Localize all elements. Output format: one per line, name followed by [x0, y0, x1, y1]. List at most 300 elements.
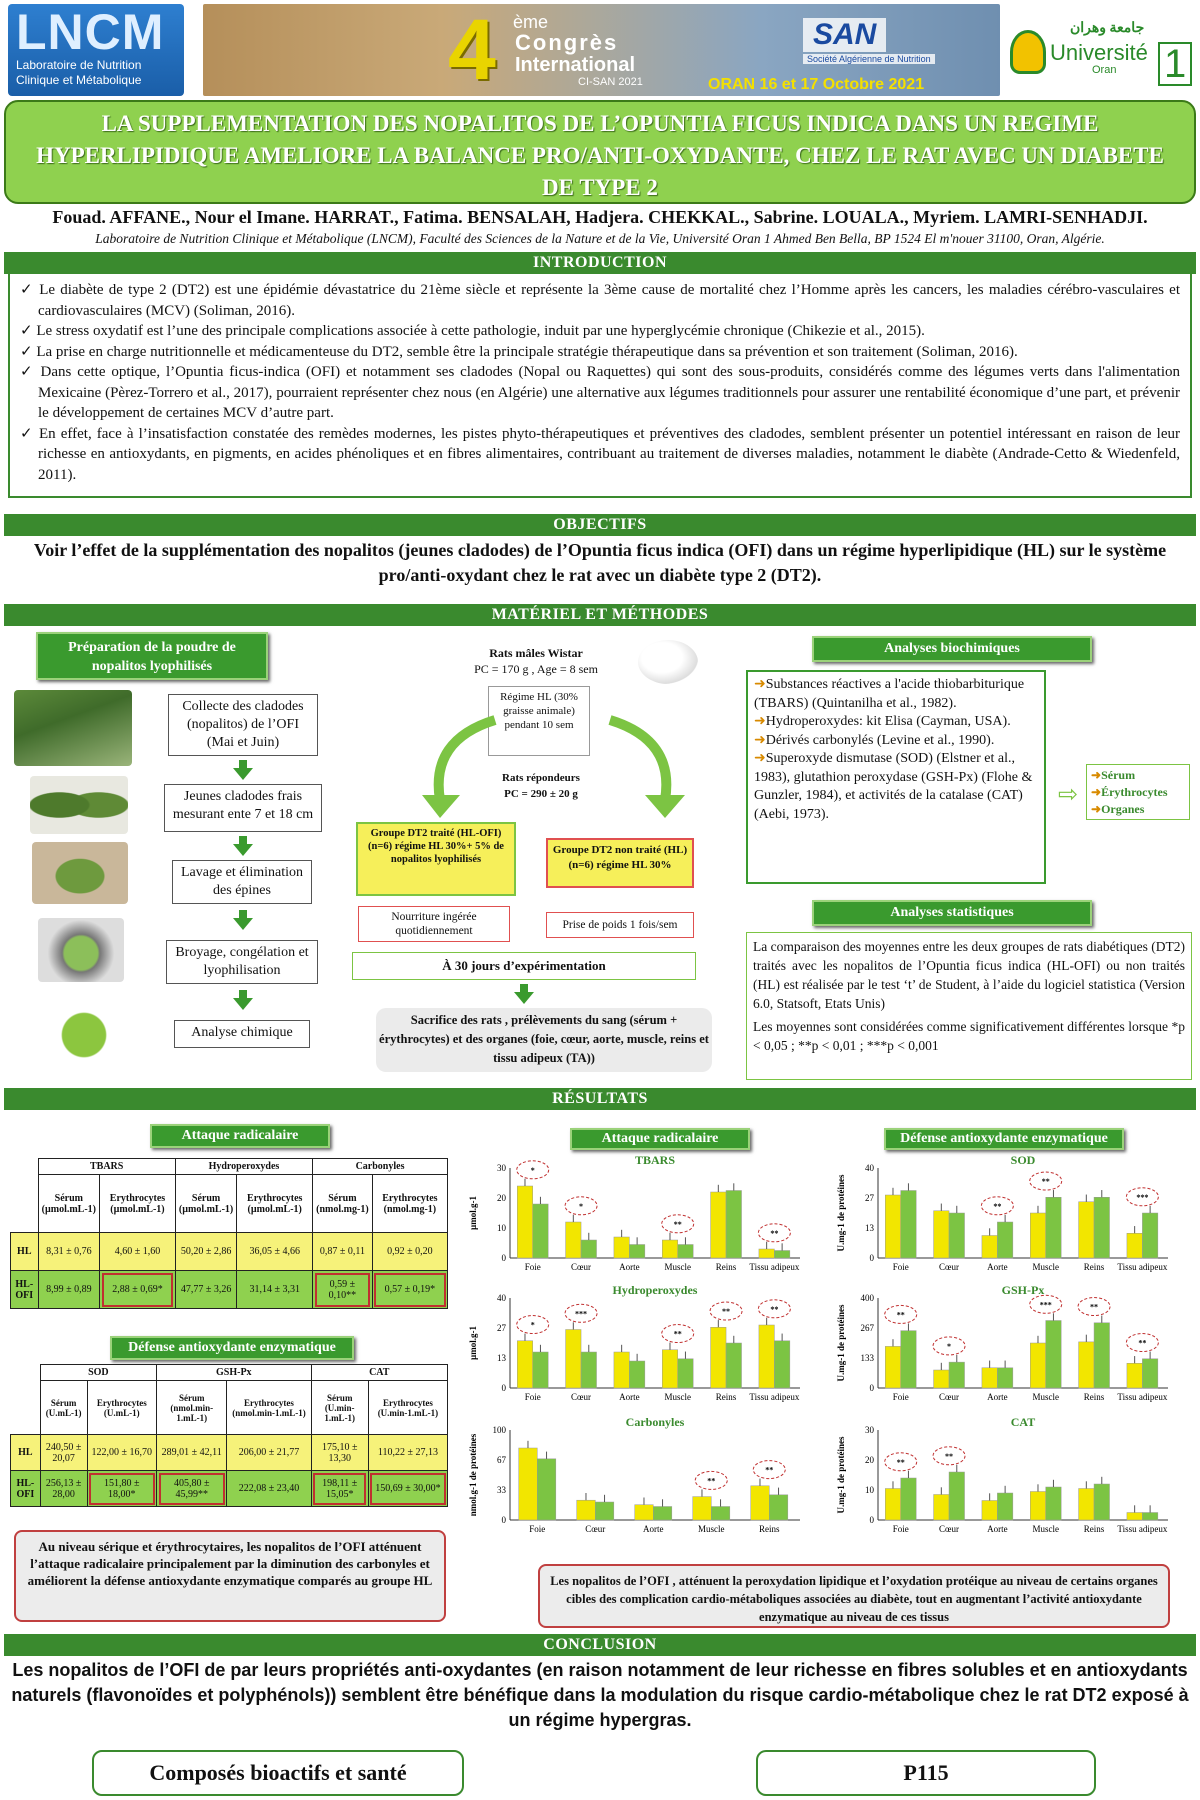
food-box: [358, 906, 510, 942]
chart-tick-label: 13: [865, 1223, 874, 1233]
cladodes-photo: [30, 776, 128, 834]
chart-bar: [901, 1191, 916, 1259]
chart-bar: [997, 1368, 1012, 1388]
chart-bar: [662, 1240, 677, 1258]
chart-tick-label: 0: [869, 1383, 874, 1393]
days-label: À 30 jours d’expérimentation: [442, 958, 606, 973]
group-untreated: [546, 838, 694, 888]
chart-bar: [1127, 1233, 1142, 1258]
chart-category-label: Cœur: [571, 1392, 592, 1402]
congress-number: 4: [448, 4, 496, 96]
table-group-header: Hydroperoxydes: [175, 1159, 312, 1175]
chart-bar: [1079, 1489, 1094, 1521]
table-cell: 198,11 ± 15,05*: [311, 1471, 368, 1507]
section-objectifs: OBJECTIFS: [4, 514, 1196, 536]
stat-text: La comparaison des moyennes entre les deux groupes de rats diabétiques (DT2) traités avec les nopalitos de l’Opuntia ficus indica (HL-OFI) ou non traités (HL) est réalisée par le test ‘t’ de Student, à l’aide du logiciel statistica (Version 6.0, Statsoft, Etats Unis): [753, 939, 1185, 1011]
significance-label: *: [579, 1201, 584, 1211]
chart-bar: [629, 1245, 644, 1259]
chart-bar: [726, 1343, 741, 1388]
chart-category-label: Muscle: [664, 1262, 691, 1272]
chart-bar: [885, 1346, 900, 1388]
chart-category-label: Aorte: [619, 1262, 640, 1272]
chart-bar: [751, 1486, 770, 1520]
table-group-header: Carbonyles: [313, 1159, 448, 1175]
chart-tick-label: 400: [860, 1293, 874, 1303]
chart-bar: [581, 1352, 596, 1388]
table-cell: 8,99 ± 0,89: [38, 1271, 100, 1309]
table-cell: [11, 1381, 41, 1435]
down-arrow-icon: [514, 992, 534, 1004]
right-summary: Les nopalitos de l’OFI , atténuent la peroxydation lipidique et l’oxydation protéique au niveau de certains organes cibles des complication cardio-métaboliques associées au diabète, tout en augmentant l’activité antioxydante enzymatique au niveau de ces tissus: [538, 1564, 1170, 1628]
arrow-icon: ➜: [1091, 802, 1102, 816]
chart-category-label: Cœur: [939, 1392, 960, 1402]
bio-item: [754, 676, 1038, 713]
chart-bar: [1127, 1513, 1142, 1521]
arrow-stem: [239, 910, 247, 918]
chart-bar: [533, 1204, 548, 1258]
weight-label: Prise de poids 1 fois/sem: [562, 919, 678, 931]
powder-photo: [46, 1006, 122, 1064]
congress-cisan: CI-SAN 2021: [578, 76, 643, 88]
chart-category-label: Reins: [1083, 1524, 1105, 1534]
sacrifice-label: Sacrifice des rats , prélèvements du sang (sérum + érythrocytes) et des organes (foie, cœur, aorte, muscle, reins et tissu adipeux (TA)): [379, 1013, 709, 1065]
right-arrow-icon: ⇨: [1058, 782, 1079, 808]
weight-box: [546, 912, 694, 938]
table-group-header: GSH-Px: [157, 1365, 311, 1381]
table-cell: 50,20 ± 2,86: [175, 1233, 237, 1271]
chart-category-label: Aorte: [987, 1392, 1008, 1402]
table-cell: 8,31 ± 0,76: [38, 1233, 100, 1271]
table-cell: 222,08 ± 23,40: [227, 1471, 311, 1507]
arrow-icon: ➜: [1091, 785, 1102, 799]
affiliation: Laboratoire de Nutrition Clinique et Métabolique (LNCM), Faculté des Sciences de la Nature et de la Vie, Université Oran 1 Ahmed Ben Bella, BP 1524 El m'nouer 31100, Oran, Algérie.: [95, 231, 1105, 246]
table-sub-header: Erythrocytes (µmol.mL-1): [237, 1175, 313, 1233]
table-row: [11, 1435, 448, 1471]
significance-label: **: [1090, 1302, 1099, 1312]
footer-theme: Composés bioactifs et santé: [92, 1750, 464, 1796]
table-cell: 256,13 ± 28,00: [40, 1471, 87, 1507]
arrow-stem: [239, 760, 247, 768]
chart-tick-label: 13: [497, 1353, 506, 1363]
congress-intl: International: [515, 54, 636, 76]
chart-category-label: Tissu adipeux: [749, 1262, 800, 1272]
section-conclusion: CONCLUSION: [4, 1634, 1196, 1656]
step-lavage: [172, 860, 312, 904]
chart-tick-label: 30: [865, 1425, 874, 1435]
significance-label: **: [1138, 1338, 1147, 1348]
results-charts: [460, 1150, 1196, 1570]
chart-bar: [533, 1352, 548, 1388]
intro-item: ✓ En effet, face à l’insatisfaction constatée des remèdes modernes, les pistes phyto-thérapeutiques et préventives des cladodes, semblent présenter un potentiel intéressant en raison de leur richesse en antioxydants, en pigments, en acides phénoliques et en fibres alimentaires, contribuant au traitement de diverses maladies, notamment le diabète (Andrade-Cetto & Wiedenfeld, 2011).: [20, 425, 1180, 483]
congress-banner: [203, 4, 1000, 96]
university-name: Université: [1050, 40, 1148, 65]
chart-category-label: Muscle: [1032, 1392, 1059, 1402]
table-row: [11, 1175, 448, 1233]
table-defense: [10, 1364, 448, 1507]
chart-bar: [982, 1501, 997, 1521]
chart-bar: [566, 1330, 581, 1389]
university-emblem-icon: [1010, 30, 1046, 74]
chart-bar: [774, 1251, 789, 1259]
table-row: [11, 1233, 448, 1271]
chart-bar: [997, 1493, 1012, 1520]
chart-category-label: Foie: [892, 1524, 909, 1534]
charts-defense-title: Défense antioxydante enzymatique: [884, 1128, 1124, 1150]
chart-bar: [885, 1489, 900, 1521]
chart-y-label: U.mg-1 de protéines: [836, 1304, 846, 1382]
table-sub-header: Erythrocytes (µmol.mL-1): [100, 1175, 176, 1233]
table-sub-header: Sérum (µmol.mL-1): [175, 1175, 237, 1233]
stat-text-2: Les moyennes sont considérées comme significativement différentes lorsque *p < 0,05 ; **p < 0,01 ; ***p < 0,001: [753, 1019, 1185, 1053]
chart-bar: [629, 1361, 644, 1388]
regime-label: Régime HL (30% graisse animale) pendant 10 sem: [500, 691, 578, 731]
chart-tick-label: 40: [497, 1293, 506, 1303]
stat-box: [746, 932, 1192, 1080]
table-sub-header: Sérum (µmol.mL-1): [38, 1175, 100, 1233]
significance-label: **: [993, 1201, 1002, 1211]
step-collecte: [168, 694, 318, 756]
significance-label: **: [707, 1476, 716, 1486]
samples-box: [1086, 764, 1190, 820]
table-group-header: CAT: [311, 1365, 447, 1381]
chart-bar: [1030, 1492, 1045, 1521]
chart-tick-label: 20: [865, 1455, 874, 1465]
chart-y-label: nmol.g-1 de protéines: [468, 1433, 478, 1517]
washed-cladode-photo: [32, 842, 128, 904]
table-cell: 405,80 ± 45,99**: [157, 1471, 227, 1507]
chart-category-label: Reins: [759, 1524, 780, 1534]
congress-word: Congrès: [515, 30, 619, 55]
section-introduction: INTRODUCTION: [4, 252, 1196, 274]
repondeurs-title: Rats répondeurs: [502, 772, 580, 784]
group-treated: [356, 822, 516, 896]
table-cell: 175,10 ± 13,30: [311, 1435, 368, 1471]
chart-bar: [517, 1186, 532, 1258]
table-cell: 151,80 ± 18,00*: [87, 1471, 157, 1507]
chart-bar: [901, 1478, 916, 1520]
sample-item: [1091, 767, 1185, 784]
chart-bar: [519, 1448, 538, 1520]
down-arrow-icon: [233, 844, 253, 856]
step-lavage-label: Lavage et élimination des épines: [180, 865, 304, 898]
chart-bar: [653, 1507, 672, 1521]
chart-bar: [934, 1211, 949, 1258]
table-cell: [11, 1159, 39, 1175]
table-sub-header: Sérum (nmol.min-1.mL-1): [157, 1381, 227, 1435]
intro-item: ✓ Dans cette optique, l’Opuntia ficus-indica (OFI) et notamment ses cladodes (Nopal ou Raquettes) qui sont des sous-produits, considérés comme des légumes verts dans l'alimentation Mexicaine (Pèrez-Torrero et al., 2017), pourraient représenter chez nous (en Algérie) une alternative aux légumes traditionnels pour assurer une rentabilité économique d’une part, et prévenir le développement de certaines MCV d’autre part.: [20, 364, 1180, 421]
table-row-label: HL: [11, 1435, 41, 1471]
chart-bar: [759, 1325, 774, 1388]
table-cell: [11, 1365, 41, 1381]
chart-category-label: Reins: [1083, 1392, 1105, 1402]
chart-category-label: Tissu adipeux: [749, 1392, 800, 1402]
chart-category-label: Reins: [715, 1392, 737, 1402]
table-sub-header: Erythrocytes (nmol.mg-1): [372, 1175, 447, 1233]
chart-bar: [1127, 1363, 1142, 1388]
chart-bar: [581, 1240, 596, 1258]
chart-bar: [1094, 1197, 1109, 1258]
chart-bar: [517, 1341, 532, 1388]
chart-bar: [595, 1502, 614, 1520]
table-sub-header: Sérum (U.mL-1): [40, 1381, 87, 1435]
chart-category-label: Aorte: [619, 1392, 640, 1402]
chart-title: TBARS: [634, 1153, 676, 1167]
significance-label: **: [945, 1451, 954, 1461]
chart-category-label: Aorte: [643, 1524, 664, 1534]
curved-arrow-left-head: [422, 795, 460, 818]
chart-bar: [934, 1495, 949, 1521]
arrow-icon: ➜: [754, 677, 766, 692]
sample-item: [1091, 784, 1185, 801]
poster-title: LA SUPPLEMENTATION DES NOPALITOS DE L’OPUNTIA FICUS INDICA DANS UN REGIME HYPERLIPIDIQUE AMELIORE LA BALANCE PRO/ANTI-OXYDANTE, CHEZ LE RAT AVEC UN DIABETE DE TYPE 2: [4, 100, 1196, 204]
table-row: [11, 1381, 448, 1435]
bio-item: [754, 732, 1038, 751]
chart-category-label: Foie: [524, 1392, 541, 1402]
arrow-stem: [520, 984, 528, 992]
table-cell: 240,50 ± 20,07: [40, 1435, 87, 1471]
flow-arrows: [400, 700, 720, 820]
table-cell: 289,01 ± 42,11: [157, 1435, 227, 1471]
chart-bar: [678, 1245, 693, 1259]
rats-info: PC = 170 g , Age = 8 sem: [474, 662, 598, 676]
chart-category-label: Aorte: [987, 1262, 1008, 1272]
down-arrow-icon: [233, 768, 253, 780]
chart-y-label: U.mg-1 de protéines: [836, 1174, 846, 1252]
chart-bar: [982, 1236, 997, 1259]
table-cell: 2,88 ± 0,69*: [100, 1271, 176, 1309]
sample-item: [1091, 801, 1185, 818]
chart-tick-label: 0: [501, 1515, 506, 1525]
arrow-icon: ➜: [754, 732, 766, 748]
significance-label: **: [1041, 1177, 1050, 1187]
chart-category-label: Reins: [715, 1262, 737, 1272]
significance-label: ***: [1136, 1192, 1149, 1202]
step-collecte-label: Collecte des cladodes (nopalitos) de l’OFI (Mai et Juin): [182, 699, 304, 750]
chart-category-label: Foie: [529, 1524, 546, 1534]
chart-category-label: Tissu adipeux: [1117, 1262, 1168, 1272]
significance-label: **: [673, 1329, 682, 1339]
section-results: RÉSULTATS: [4, 1088, 1196, 1110]
chart-tick-label: 30: [497, 1163, 506, 1173]
chart-tick-label: 10: [865, 1485, 874, 1495]
chart-bar: [711, 1507, 730, 1521]
chart-tick-label: 133: [860, 1353, 874, 1363]
chart-bar: [774, 1341, 789, 1388]
chart-tick-label: 33: [497, 1485, 506, 1495]
table-sub-header: Erythrocytes (nmol.min-1.mL-1): [227, 1381, 311, 1435]
chart-bar: [997, 1222, 1012, 1258]
table-cell: 0,59 ± 0,10**: [313, 1271, 373, 1309]
table-cell: 0,57 ± 0,19*: [372, 1271, 447, 1309]
chart-bar: [949, 1213, 964, 1258]
congress-eme: ème: [513, 12, 549, 32]
chart-category-label: Muscle: [698, 1524, 725, 1534]
table-sub-header: Erythrocytes (U.min-1.mL-1): [368, 1381, 447, 1435]
significance-label: **: [722, 1307, 731, 1317]
bio-item-label: Superoxyde dismutase (SOD) (Elstner et al., 1983), glutathion peroxydase (GSH-Px) (Flohe & Gunzler, 1984), et activités de la catalase (CAT) (Aebi, 1973).: [754, 751, 1033, 822]
chart-bar: [934, 1370, 949, 1388]
table-sub-header: Sérum (U.min-1.mL-1): [311, 1381, 368, 1435]
chart-tick-label: 0: [501, 1253, 506, 1263]
chart-bar: [726, 1191, 741, 1259]
congress-dates: ORAN 16 et 17 Octobre 2021: [708, 76, 925, 93]
curved-arrow-right-head: [645, 795, 685, 818]
table-group-header: SOD: [40, 1365, 156, 1381]
chart-bar: [614, 1352, 629, 1388]
chart-bar: [537, 1459, 556, 1520]
chart-bar: [759, 1249, 774, 1258]
rats-title: Rats mâles Wistar: [489, 646, 583, 660]
intro-item: ✓ La prise en charge nutritionnelle et médicamenteuse du DT2, semble être la principale stratégie thérapeutique dans sa prévention et son traitement (Soliman, 2016).: [20, 343, 1018, 360]
food-label: Nourriture ingérée quotidiennement: [391, 911, 477, 937]
lncm-logo: [8, 4, 184, 96]
chart-bar: [678, 1359, 693, 1388]
chart-tick-label: 0: [501, 1383, 506, 1393]
bio-item-label: Substances réactives a l'acide thiobarbiturique (TBARS) (Quintanilha et al., 1982).: [754, 677, 1025, 711]
objective-text: Voir l’effet de la supplémentation des nopalitos (jeunes cladodes) de l’Opuntia ficus indica (OFI) dans un régime hyperlipidique (HL) sur le système pro/anti-oxydant chez le rat avec un diabète type 2 (DT2).: [33, 540, 1167, 585]
days-box: [352, 952, 696, 980]
prep-title: Préparation de la poudre de nopalitos lyophilisés: [36, 632, 268, 680]
chart-bar: [1046, 1197, 1061, 1258]
chart-bar: [693, 1497, 712, 1520]
chart-y-label: µmol.g-1: [468, 1326, 478, 1360]
curved-arrow-right: [610, 720, 666, 800]
lncm-subtitle-1: Laboratoire de Nutrition: [16, 58, 142, 72]
chart-bar: [1142, 1359, 1157, 1388]
university-oran: Oran: [1092, 64, 1117, 76]
significance-label: **: [765, 1465, 774, 1475]
arrow-stem: [239, 990, 247, 998]
chart-category-label: Foie: [892, 1262, 909, 1272]
table-group-header: TBARS: [38, 1159, 175, 1175]
chart-tick-label: 20: [497, 1193, 506, 1203]
chart-bar: [949, 1472, 964, 1520]
bio-item: [754, 750, 1038, 824]
chart-bar: [1046, 1321, 1061, 1389]
chart-bar: [885, 1195, 900, 1258]
rat-image: [638, 640, 698, 684]
significance-label: **: [896, 1310, 905, 1320]
significance-label: ***: [1039, 1300, 1052, 1310]
table-row: [11, 1271, 448, 1309]
san-logo: SAN: [803, 18, 886, 52]
chart-title: SOD: [1010, 1153, 1036, 1167]
chart-category-label: Cœur: [939, 1262, 960, 1272]
chart-bar: [635, 1505, 654, 1520]
cactus-photo: [14, 690, 132, 766]
significance-label: **: [673, 1219, 682, 1229]
powder-dish-photo: [38, 918, 124, 982]
table1-title: Attaque radicalaire: [150, 1124, 330, 1148]
table-row: [11, 1471, 448, 1507]
arrow-icon: ➜: [754, 751, 766, 766]
group-untreated-label: Groupe DT2 non traité (HL) (n=6) régime HL 30%: [552, 844, 688, 871]
chart-category-label: Tissu adipeux: [1117, 1524, 1168, 1534]
chart-category-label: Reins: [1083, 1262, 1105, 1272]
table-cell: [11, 1175, 39, 1233]
san-subtitle: Société Algérienne de Nutrition: [803, 54, 935, 64]
university-number: 1: [1158, 42, 1192, 86]
chart-bar: [711, 1192, 726, 1258]
chart-category-label: Muscle: [664, 1392, 691, 1402]
step-jeunes: [164, 784, 322, 832]
table-cell: 36,05 ± 4,66: [237, 1233, 313, 1271]
significance-label: *: [530, 1320, 535, 1330]
chart-category-label: Muscle: [1032, 1262, 1059, 1272]
significance-label: *: [947, 1341, 952, 1351]
table-cell: 0,87 ± 0,11: [313, 1233, 373, 1271]
section-methods: MATÉRIEL ET MÉTHODES: [4, 604, 1196, 626]
chart-category-label: Aorte: [987, 1524, 1008, 1534]
chart-title: Hydroperoxydes: [612, 1283, 698, 1297]
chart-title: CAT: [1010, 1415, 1036, 1429]
significance-label: **: [770, 1228, 779, 1238]
chart-bar: [769, 1495, 788, 1520]
step-broyage: [166, 940, 318, 984]
table-cell: 206,00 ± 21,77: [227, 1435, 311, 1471]
table-sub-header: Erythrocytes (U.mL-1): [87, 1381, 157, 1435]
significance-label: ***: [575, 1309, 588, 1319]
chart-category-label: Cœur: [939, 1524, 960, 1534]
table-cell: 0,92 ± 0,20: [372, 1233, 447, 1271]
university-logo: [1010, 20, 1192, 90]
chart-category-label: Cœur: [585, 1524, 606, 1534]
chart-bar: [662, 1350, 677, 1388]
chart-tick-label: 267: [860, 1323, 874, 1333]
left-summary: Au niveau sérique et érythrocytaires, les nopalitos de l’OFI atténuent l’attaque radicalaire principalement par la diminution des carbonyles et améliorent la défense antioxydante enzymatique comparés au groupe HL: [14, 1530, 446, 1622]
table-cell: 150,69 ± 30,00*: [368, 1471, 447, 1507]
repondeurs-pc: PC = 290 ± 20 g: [504, 788, 578, 800]
chart-bar: [1094, 1323, 1109, 1388]
university-arabic: جامعة وهران: [1070, 21, 1145, 36]
chart-bar: [1079, 1342, 1094, 1388]
chart-category-label: Muscle: [1032, 1524, 1059, 1534]
step-analyse: [174, 1020, 310, 1048]
bio-title: Analyses biochimiques: [812, 636, 1092, 662]
sample-label: Organes: [1101, 802, 1145, 816]
stat-title: Analyses statistiques: [812, 900, 1092, 926]
chart-category-label: Foie: [892, 1392, 909, 1402]
table-cell: 110,22 ± 27,13: [368, 1435, 447, 1471]
chart-bar: [614, 1237, 629, 1258]
chart-tick-label: 10: [497, 1223, 506, 1233]
chart-bar: [901, 1331, 916, 1388]
intro-item: ✓ Le stress oxydatif est l’une des principale complications associée à cette pathologie, induit par une hyperglycémie chronique (Chikezie et al., 2015).: [20, 323, 925, 339]
chart-title: Carbonyles: [625, 1415, 685, 1429]
table2-title: Défense antioxydante enzymatique: [110, 1336, 354, 1360]
step-broyage-label: Broyage, congélation et lyophilisation: [175, 945, 309, 978]
chart-tick-label: 0: [869, 1253, 874, 1263]
chart-category-label: Cœur: [571, 1262, 592, 1272]
sample-label: Sérum: [1101, 768, 1136, 782]
down-arrow-icon: [233, 998, 253, 1010]
table-sub-header: Sérum (nmol.mg-1): [313, 1175, 373, 1233]
conclusion-text: Les nopalitos de l’OFI de par leurs propriétés anti-oxydantes (en raison notamment de leur richesse en fibres solubles et en antioxydants naturels (flavonoïdes et polyphénols)) semblent être bénéfique dans la modulation du risque cardio-métabolique chez le rat DT2 exposé à un régime hypergras.: [11, 1660, 1189, 1730]
chart-bar: [1030, 1213, 1045, 1258]
chart-bar: [1046, 1487, 1061, 1520]
lncm-logo-text: LNCM: [16, 4, 165, 60]
table-cell: 47,77 ± 3,26: [175, 1271, 237, 1309]
group-treated-label: Groupe DT2 traité (HL-OFI) (n=6) régime HL 30%+ 5% de nopalitos lyophilisés: [368, 828, 504, 865]
chart-title: GSH-Px: [1001, 1283, 1045, 1297]
table-cell: 4,60 ± 1,60: [100, 1233, 176, 1271]
authors: Fouad. AFFANE., Nour el Imane. HARRAT., Fatima. BENSALAH, Hadjera. CHEKKAL., Sabrine. LOUALA., Myriem. LAMRI-SENHADJI.: [52, 207, 1148, 227]
chart-bar: [566, 1222, 581, 1258]
bio-item-label: Dérivés carbonylés (Levine et al., 1990).: [765, 732, 995, 748]
chart-tick-label: 27: [865, 1193, 874, 1203]
footer-poster-number: P115: [756, 1750, 1096, 1796]
arrow-icon: ➜: [754, 714, 766, 729]
